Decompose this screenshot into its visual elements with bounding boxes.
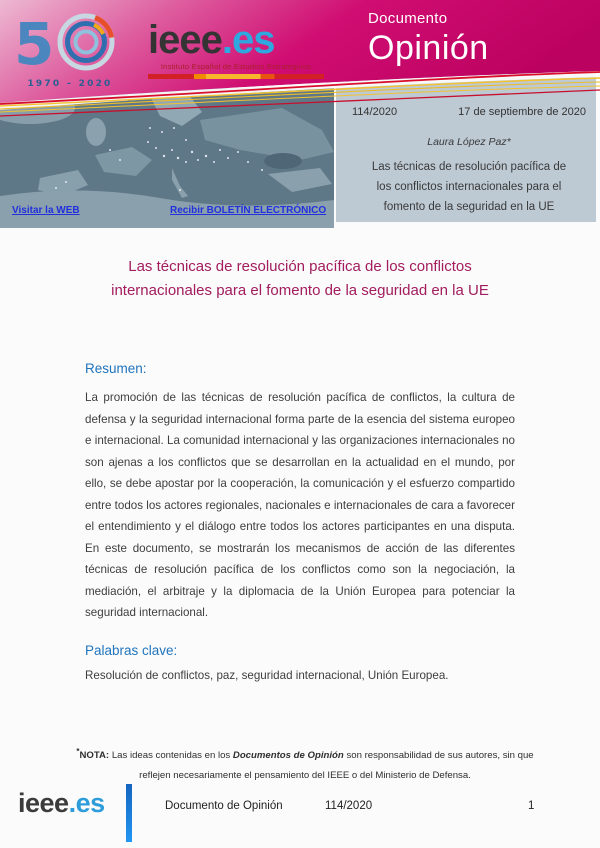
issue-panel-text [352,106,586,217]
footnote-text-2: son responsabilidad de sus autores, sin que reflejen necesariamente el pensamiento del IEEE o del Ministerio de Defensa. [139,750,534,782]
newsletter-link[interactable]: Recibir BOLETÍN ELECTRÓNICO [170,205,327,216]
spain-flag-bar [148,74,324,79]
ieee-logo [148,20,324,79]
ieee-brand [148,20,324,60]
brand-es: .es [221,18,275,62]
issue-row [352,106,586,118]
doc-kind-large: Opinión [368,29,489,67]
page-footer [0,780,600,848]
footnote-star: * [76,747,80,756]
masthead [0,0,600,230]
brand-ieee: ieee [148,18,222,62]
abstract-paragraph: La promoción de las técnicas de resolución pacífica de conflictos, la cultura de defensa y la seguridad internacional forma parte de la esencia del sistema europeo e internacional. La comunidad internacional y las organizaciones internacionales no son ajenas a los conflictos que se desarrollan en la actualidad en el mundo, por ello, se debe apostar por la cooperación, la comunicación y el esfuerzo compartido entre todos los actores regionales, nacionales e internacionales de cara a favorecer el entendimiento y el diálogo entre todos los actores participantes en una disputa. En este documento, se mostrarán los mecanismos de acción de las diferentes técnicas de resolución pacífica de los conflictos como son la negociación, la mediación, el arbitraje y la diplomacia de la Unión Europea para potenciar la seguridad internacional. [85,391,515,619]
issue-number: 114/2020 [352,106,398,118]
article-title: Las técnicas de resolución pacífica de los conflictos internacionales para el fomento de la seguridad en la UE [111,258,489,299]
issue-date: 17 de septiembre de 2020 [458,106,586,118]
footer-page-number: 1 [528,800,535,812]
anniversary-50-logo [12,4,130,92]
document-kind [368,10,489,68]
footnote-label: NOTA: [79,750,110,762]
footer-accent-bar [126,784,132,842]
footer-brand-ieee: ieee [18,788,69,818]
doc-kind-small: Documento [368,10,448,27]
ieee-subtitle: Instituto Español de Estudios Estratégicos [160,62,312,71]
footer-issue-number: 114/2020 [325,800,373,812]
footer-brand-es: .es [68,788,105,818]
resumen-heading: Resumen: [85,361,147,376]
footnote-emphasis: Documentos de Opinión [232,750,344,762]
anniversary-5: 5 [14,10,55,78]
visit-web-link[interactable]: Visitar la WEB [12,205,80,216]
keywords-heading: Palabras clave: [85,643,178,658]
keywords-line: Resolución de conflictos, paz, seguridad internacional, Unión Europea. [85,669,449,682]
footnote-text: Las ideas contenidas en los [111,750,231,762]
panel-title: Las técnicas de resolución pacífica de los conflictos internacionales para el fomento de la seguridad en la UE [371,161,567,213]
anniversary-years: 1970 – 2020 [27,79,113,89]
footer-doc-type: Documento de Opinión [165,800,283,812]
anniversary-0 [60,16,112,68]
author-name: Laura López Paz* [427,136,511,148]
footer-ieee-logo [18,790,105,817]
